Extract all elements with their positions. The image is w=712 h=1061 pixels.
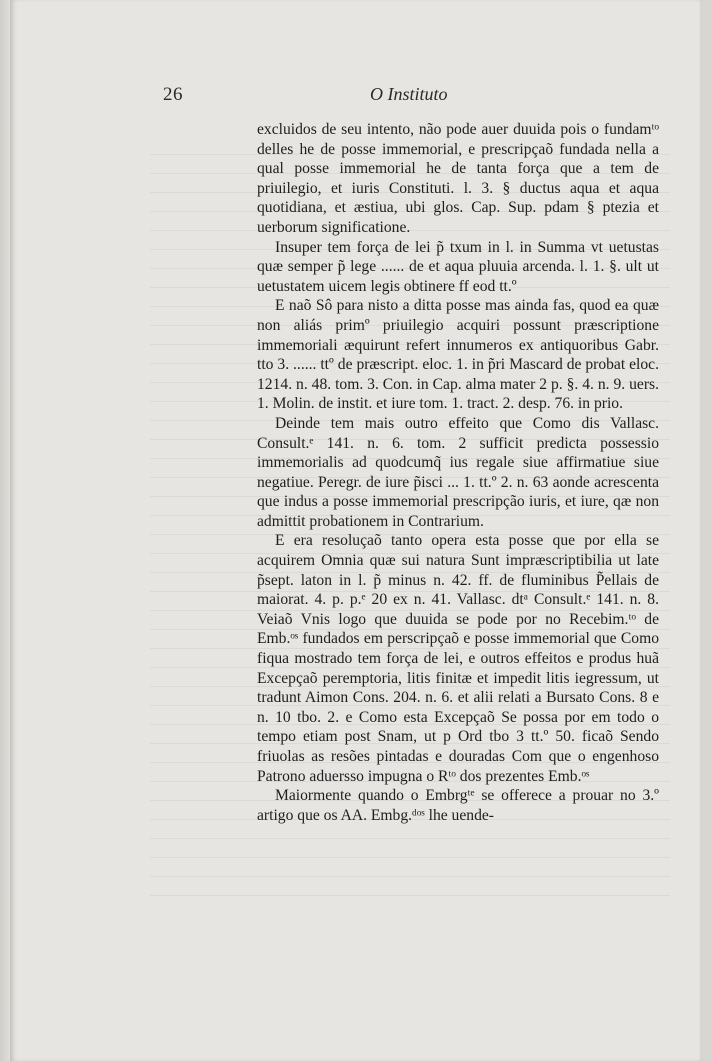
- page-left-edge: [0, 0, 10, 1061]
- paragraph-2: Insuper tem força de lei p̃ txum in l. in Summa vt uetustas quæ semper p̃ lege ...... de et aqua pluuia arcenda. l. 1. §. ult ut uetustatem uicem legis obtinere ff eod tt.º: [257, 238, 659, 295]
- paragraph-3: E naõ Sô para nisto a ditta posse mas ainda fas, quod ea quæ non aliás primº priuilegio acquiri possunt præscriptione immemoriali æquirunt refert innumeros ex antiquoribus Gabr. tto 3. ...... ttº de præscript. eloc. 1. in p̃ri Mascard de probat eloc. 1214. n. 48. tom. 3. Con. in Cap. alma mater 2 p. §. 4. n. 9. uers. 1. Molin. de instit. et iure tom. 1. tract. 2. desp. 76. in prio.: [257, 297, 659, 413]
- page-header: [163, 84, 661, 108]
- paragraph-6: Maiormente quando o Embrgᵗᵉ se offerece a prouar no 3.º artigo que os AA. Embg.ᵈᵒˢ lhe uende-: [257, 787, 659, 824]
- page-number: 26: [163, 84, 183, 105]
- paragraph-1: excluidos de seu intento, não pode auer duuida pois o fundamᵗᵒ delles he de posse immemorial, e prescripçaõ fundada nella a qual posse immemorial he de tanta força que a tem de priuilegio, et iuris Constituti. l. 3. § ductus aqua et aqua quotidiana, et æstiua, ubi glos. Cap. Sup. pdam § ptezia et uerborum significatione.: [257, 121, 659, 236]
- running-title: O Instituto: [370, 84, 448, 104]
- paragraph-4: Deinde tem mais outro effeito que Como dis Vallasc. Consult.ᵉ 141. n. 6. tom. 2 sufficit predicta possessio immemorialis ad quodcumq̃ ius regale siue affirmatiue siue negatiue. Peregr. de iure p̃isci ... 1. tt.º 2. n. 63 aonde acrescenta que indus a posse immemorial prescripção iuris, et iure, qæ non admittit probationem in Contrarium.: [257, 414, 659, 530]
- body-text: [257, 120, 659, 825]
- paragraph-5: E era resoluçaõ tanto opera esta posse que por ella se acquirem Omnia quæ sui natura Sunt imprӕscriptibilia ut late p̃sept. laton in l. p̃ minus n. 42. ff. de fluminibus P̃ellais de maiorat. 4. p. p.ᵉ 20 ex n. 41. Vallasc. dtᵃ Consult.ᵉ 141. n. 8. Veiaõ Vnis logo que duuida se pode por no Recebim.ᵗᵒ de Emb.ᵒˢ fundados em perscripçaõ e posse immemorial que Como fiqua mostrado tem força de lei, e outros effeitos e produs huã Excepçaõ peremptoria, litis finitæ et impedit litis iegressum, ut tradunt Aimon Cons. 204. n. 6. et alii relati a Bursato Cons. 8 e n. 10 tbo. 2. e Como esta Excepçaõ Se possa por em todo o tempo etiam post Snam, ut p Ord tbo 3 tt.º 50. ficaõ Sendo friuolas as resões pintadas e douradas Com que o engenhoso Patrono aduersso impugna o Rᵗᵒ dos prezentes Emb.ᵒˢ: [257, 532, 659, 785]
